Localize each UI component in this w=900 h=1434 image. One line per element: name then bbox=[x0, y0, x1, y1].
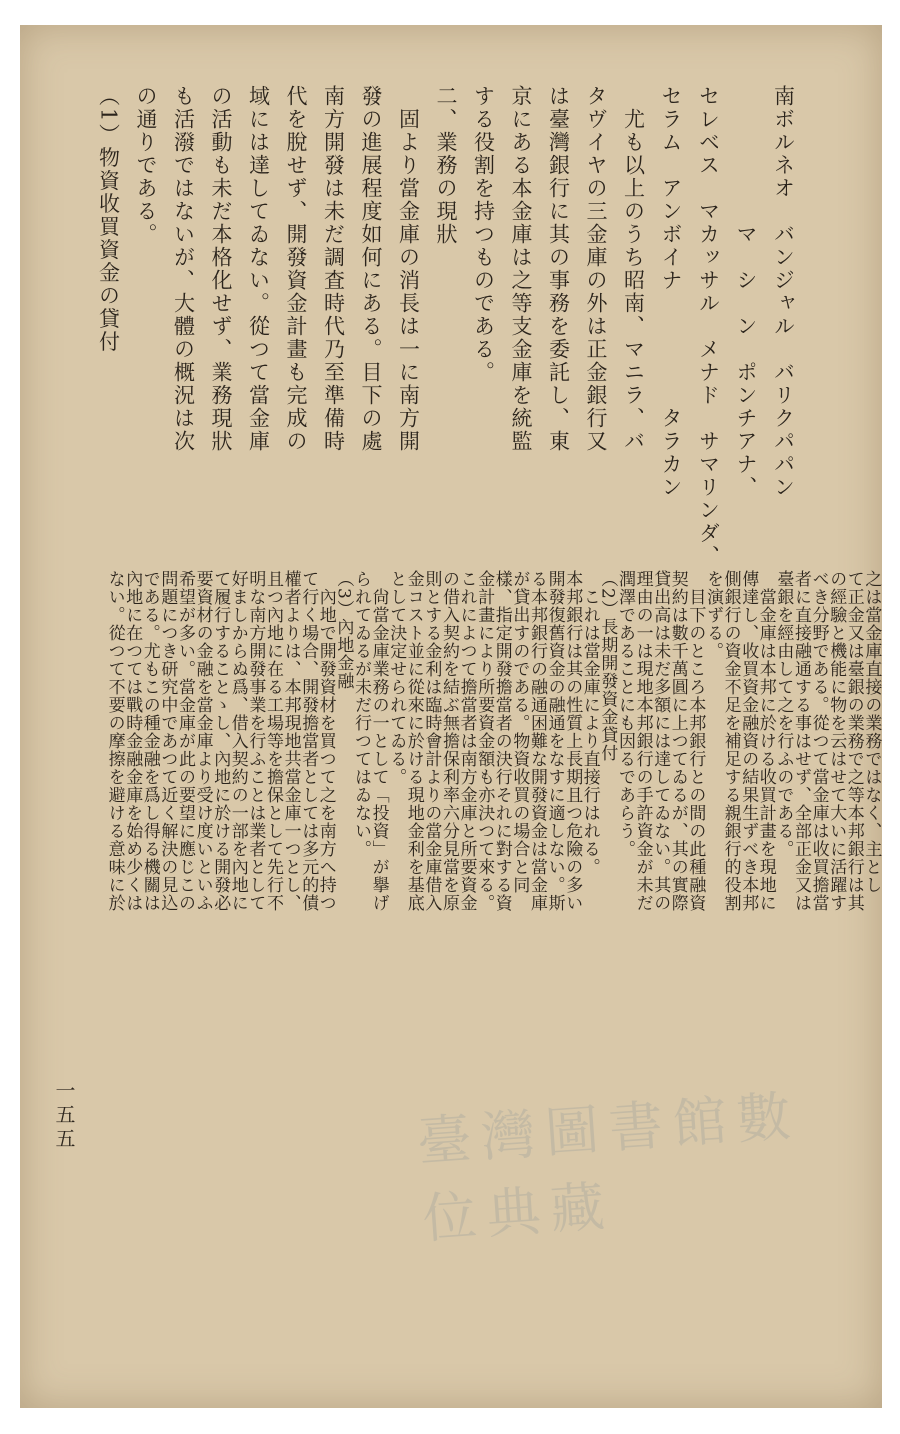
text-column: の活動も未だ本格化せず、業務現狀 bbox=[209, 85, 233, 453]
text-column: て正金又は臺銀の業務で之等本邦銀行は其 bbox=[843, 570, 864, 912]
text-column: が貸出すのである。物資收買の場合と同 bbox=[509, 570, 530, 894]
text-column: の借入契約を結ぶ無擔保利率六分見當を原 bbox=[439, 570, 459, 912]
text-column: （3）內地金融 bbox=[333, 570, 354, 690]
text-column: 則とする金利は臨時會計よりの當金庫借入 bbox=[421, 570, 442, 912]
text-column: （1）物資收買資金の貸付 bbox=[96, 85, 121, 354]
text-column: 者に直接融通する事はせず、全部正金又は bbox=[791, 570, 811, 912]
text-column: 尤も以上のうち昭南、マニラ、バ bbox=[621, 85, 646, 453]
text-column: 明な南方開發事業を行ふことは業者として bbox=[245, 570, 266, 912]
text-column: 域には達してゐない。從つて當金庫 bbox=[246, 85, 271, 453]
text-column: 目下のところ本邦銀行との間の此種融資 bbox=[685, 570, 706, 912]
text-column: 貸出高は未だ多額には達してゐない。其の bbox=[650, 570, 671, 912]
text-column: を演ずる。 bbox=[703, 570, 723, 660]
text-column: 臺銀を經由して之を行ふのである。 bbox=[773, 570, 794, 858]
text-column: 京にある本金庫は之等支金庫を統監 bbox=[509, 85, 533, 453]
text-column: 本邦銀行は其の性質上長期且つ危險の多い bbox=[562, 570, 583, 912]
text-column: （2）長期開發資金貸付 bbox=[597, 570, 618, 762]
watermark-text: 臺灣圖書館數位典藏 bbox=[415, 1084, 803, 1251]
text-column: も活潑ではないが、大體の概況は次 bbox=[171, 85, 196, 453]
text-column: 代を脫せず、開發資金計畫も完成の bbox=[284, 85, 308, 453]
text-column: 當金庫は本邦に於ける收買計畫を現地に bbox=[755, 570, 776, 912]
text-column: 好ましからぬ爲、借入契約の一部を內地に bbox=[227, 570, 248, 912]
book-page bbox=[20, 25, 882, 1408]
upper-text-block bbox=[90, 85, 810, 568]
text-column: タヴイヤの三金庫の外は正金銀行又 bbox=[584, 85, 608, 453]
text-column: の通りである。 bbox=[134, 85, 158, 246]
library-watermark bbox=[414, 1071, 849, 1330]
text-column: 側銀行の資金不足を補足する親銀行的役割 bbox=[720, 570, 741, 912]
text-column: 希望が多い。當金庫が此の要望に應じこの bbox=[175, 570, 195, 912]
text-column: て行く場合、開發擔當者としては多元的債 bbox=[298, 570, 319, 912]
text-column: 開發復舊資金の融通をなすに適しない。斯 bbox=[544, 570, 565, 912]
text-column: る本邦銀行の融通困難な開發資金は當金庫 bbox=[527, 570, 547, 912]
text-column: セラム アンボイナ タラカン bbox=[659, 85, 683, 499]
text-column: 內地に在つては戰時金融金庫を始め少くは bbox=[122, 570, 143, 912]
text-column: これによつて擔當者は南方金庫と所要資金 bbox=[456, 570, 477, 912]
text-column: 權者よりは、本邦現地共當金庫一つとし、 bbox=[280, 570, 301, 912]
text-column: 金計畫により所要資金額も亦決つて來る。 bbox=[474, 570, 495, 912]
text-column: セレベス マカッサル メナド サマリンダ、 bbox=[696, 85, 721, 568]
page-number: 一五五 bbox=[52, 1080, 76, 1152]
text-column: として決定せられてゐる。 bbox=[386, 570, 407, 786]
text-column: 樣、指定開發擔當者の決行それに對する資 bbox=[491, 570, 512, 912]
text-column: 固より當金庫の消長は一に南方開 bbox=[396, 85, 421, 453]
text-column: である。尤もこの種金融を爲し得る機關は bbox=[139, 570, 160, 912]
text-column: 南方開發は未だ調査時代乃至準備時 bbox=[321, 85, 346, 453]
text-column: べき分野である。從つて當金庫は收買擔當 bbox=[808, 570, 829, 912]
text-column: ない。從つて不要の摩擦を避ける意味に於 bbox=[104, 570, 125, 912]
text-column: 金コスト並に從來に於ける現地金利を基底 bbox=[403, 570, 424, 912]
text-column: マ シ ン ポンチアナ、 bbox=[734, 85, 758, 499]
text-column: 傳達し、收買資金融資の結果生ずべき本邦 bbox=[738, 570, 759, 912]
text-column: られてゐるが未だ行つてはゐない。 bbox=[351, 570, 371, 858]
text-column: 二、業務の現狀 bbox=[434, 85, 458, 246]
text-column: 南ボルネオ バンジャル バリクパパン bbox=[771, 85, 796, 499]
text-column: 尙當金庫業務の一として「投資」が擧げ bbox=[368, 570, 389, 912]
text-column: 內地で開發資材を買つて之を南方へ持つ bbox=[315, 570, 336, 912]
text-column: 問題につき研究中であつて近く解決の見込 bbox=[157, 570, 178, 912]
text-column: の經驗と機能に物を云はせて大いに活躍す bbox=[826, 570, 847, 912]
text-column: これは當金庫により直接行はれる。 bbox=[579, 570, 600, 876]
text-column: 契約は數千萬圓に上つてゐるが、其の實際 bbox=[667, 570, 688, 912]
text-column: は臺灣銀行に其の事務を委託し、東 bbox=[546, 85, 571, 453]
text-column: 潤澤であることにも因るであらう。 bbox=[615, 570, 635, 858]
text-column: 理由の一は現地本邦銀行の手許資金が未だ bbox=[632, 570, 653, 912]
text-column: 要資材の金融を當金庫より受け度いといふ bbox=[192, 570, 213, 912]
text-column: 發の進展程度如何にある。目下の處 bbox=[359, 85, 383, 453]
text-column: 且つ內地に在る工場等を擔保として先行不 bbox=[263, 570, 283, 912]
text-column: て履行することゝし、內地に於ける開發必 bbox=[210, 570, 231, 912]
text-column: する役割を持つものである。 bbox=[471, 85, 496, 384]
text-column: 之は當金庫直接の業務ではなく、主とし bbox=[861, 570, 882, 894]
